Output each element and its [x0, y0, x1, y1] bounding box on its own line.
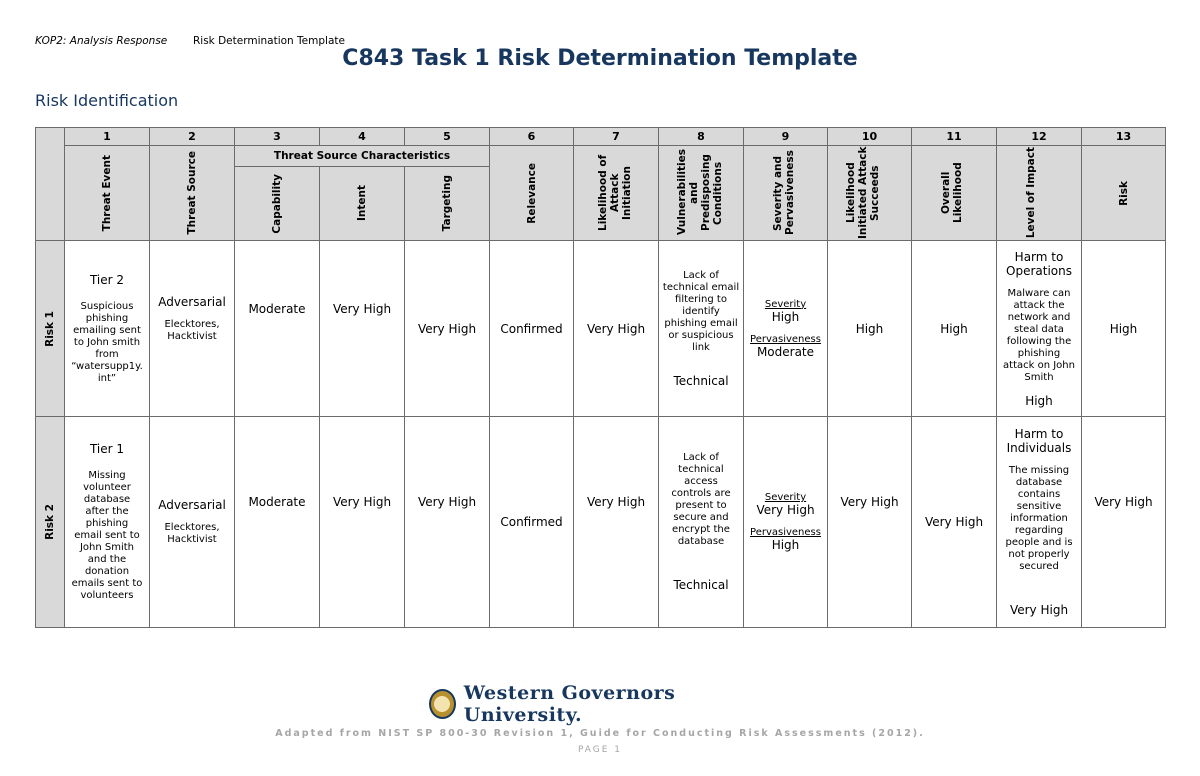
col-number: 9	[744, 128, 828, 146]
pervasiveness-value: High	[771, 538, 800, 552]
impact-title: Harm to Individuals	[1006, 427, 1072, 455]
vulnerability-cell	[659, 417, 744, 628]
col-number: 10	[828, 128, 912, 146]
likelihood-initiation-value: Very High	[586, 321, 646, 336]
university-seal-icon	[429, 689, 456, 719]
col-number: 7	[574, 128, 659, 146]
vulnerability-cell	[659, 241, 744, 417]
impact-level: High	[1025, 393, 1053, 408]
capability-cell	[235, 417, 320, 628]
col-number: 6	[490, 128, 574, 146]
risk-value: Very High	[1094, 495, 1153, 509]
col-number: 2	[150, 128, 235, 146]
vulnerability-text: Lack of technical access controls are present to secure and encrypt the database	[671, 452, 731, 547]
column-number-row	[36, 128, 1166, 146]
header-threat-source: Threat Source	[186, 151, 198, 235]
header-relevance: Relevance	[525, 162, 538, 224]
intent-cell	[320, 241, 405, 417]
university-logo	[429, 682, 759, 726]
header-risk: Risk	[1117, 180, 1130, 206]
header-intent: Intent	[356, 185, 368, 222]
threat-source-detail: Elecktores, Hacktivist	[164, 522, 220, 545]
header-row	[36, 146, 1166, 167]
likelihood-succeeds-value: Very High	[840, 495, 899, 509]
header-level-of-impact: Level of Impact	[1025, 147, 1037, 239]
likelihood-initiation-cell	[574, 417, 659, 628]
impact-title: Harm to Operations	[1006, 249, 1072, 278]
threat-source-type: Adversarial	[158, 498, 226, 512]
capability-value: Moderate	[248, 301, 306, 316]
col-number: 5	[405, 128, 490, 146]
relevance-value: Confirmed	[500, 515, 563, 529]
row-label: Risk 2	[44, 504, 56, 540]
col-number: 3	[235, 128, 320, 146]
tier-label: Tier 1	[89, 442, 125, 456]
risk-cell	[1082, 417, 1166, 628]
threat-event-text: Missing volunteer database after the phishing email sent to John Smith and the donation emails sent to volunteers	[71, 470, 143, 601]
relevance-cell	[490, 241, 574, 417]
intent-value: Very High	[332, 495, 392, 509]
severity-cell	[744, 417, 828, 628]
page-number: PAGE 1	[577, 745, 623, 755]
table-row	[36, 417, 1166, 628]
targeting-value: Very High	[417, 495, 477, 509]
impact-cell	[997, 417, 1082, 628]
severity-label: Severity	[764, 492, 807, 503]
section-subtitle: Risk Identification	[35, 91, 179, 110]
likelihood-succeeds-cell	[828, 241, 912, 417]
severity-value: High	[771, 309, 800, 324]
header-likelihood-succeeds: Likelihood Initiated Attack Succeeds	[844, 146, 881, 240]
header-overall-likelihood: Overall Likelihood	[940, 162, 964, 224]
pervasiveness-value: Moderate	[756, 344, 815, 359]
impact-cell	[997, 241, 1082, 417]
threat-source-cell	[150, 417, 235, 628]
col-number: 13	[1082, 128, 1166, 146]
relevance-cell	[490, 417, 574, 628]
table-row	[36, 241, 1166, 417]
likelihood-initiation-cell	[574, 241, 659, 417]
vulnerability-type: Technical	[673, 578, 729, 592]
col-number: 11	[912, 128, 997, 146]
header-targeting: Targeting	[441, 175, 453, 232]
capability-cell	[235, 241, 320, 417]
likelihood-succeeds-cell	[828, 417, 912, 628]
pervasiveness-label: Pervasiveness	[750, 527, 821, 538]
likelihood-succeeds-value: High	[855, 321, 884, 336]
col-number: 1	[65, 128, 150, 146]
impact-text: Malware can attack the network and steal data following the phishing attack on John Smith	[1003, 287, 1075, 383]
header-vulnerabilities: Vulnerabilities and Predisposing Conditions	[676, 149, 724, 235]
col-number: 12	[997, 128, 1082, 146]
footer-citation: Adapted from NIST SP 800-30 Revision 1, Guide for Conducting Risk Assessments (2012).	[275, 728, 925, 739]
targeting-cell	[405, 241, 490, 417]
header-doc-name: Risk Determination Template	[193, 35, 345, 47]
vulnerability-text: Lack of technical email filtering to identify phishing email or suspicious link	[662, 269, 740, 353]
overall-likelihood-value: High	[940, 321, 968, 336]
corner-cell	[36, 128, 65, 241]
header-likelihood-initiation: Likelihood of Attack Initiation	[597, 154, 633, 232]
severity-value: Very High	[756, 503, 815, 517]
overall-likelihood-value: Very High	[924, 515, 984, 529]
threat-source-detail: Elecktores, Hacktivist	[164, 318, 220, 342]
intent-cell	[320, 417, 405, 628]
pervasiveness-label: Pervasiveness	[750, 333, 821, 345]
severity-cell	[744, 241, 828, 417]
university-name: Western Governors University.	[463, 682, 676, 726]
risk-value: High	[1109, 321, 1138, 336]
likelihood-initiation-value: Very High	[586, 495, 646, 509]
header-threat-event: Threat Event	[101, 154, 113, 232]
targeting-cell	[405, 417, 490, 628]
page-title: C843 Task 1 Risk Determination Template	[342, 46, 858, 71]
impact-text: The missing database contains sensitive information regarding people and is not properly secured	[1005, 465, 1073, 572]
threat-event-text: Suspicious phishing emailing sent to John smith from “watersupp1y. int”	[71, 300, 143, 384]
tier-label: Tier 2	[89, 272, 125, 287]
header-doc-code: KOP2: Analysis Response	[35, 35, 168, 47]
col-number: 8	[659, 128, 744, 146]
overall-likelihood-cell	[912, 417, 997, 628]
severity-label: Severity	[764, 298, 807, 310]
threat-source-type: Adversarial	[158, 294, 226, 309]
relevance-value: Confirmed	[500, 321, 563, 336]
targeting-value: Very High	[417, 321, 477, 336]
vulnerability-type: Technical	[673, 373, 729, 388]
risk-table	[35, 127, 1166, 628]
col-number: 4	[320, 128, 405, 146]
impact-level: Very High	[1009, 603, 1069, 617]
header-threat-source-characteristics: Threat Source Characteristics	[235, 146, 490, 167]
threat-event-cell	[65, 417, 150, 628]
threat-event-cell	[65, 241, 150, 417]
overall-likelihood-cell	[912, 241, 997, 417]
risk-cell	[1082, 241, 1166, 417]
header-severity-pervasiveness: Severity and Pervasiveness	[771, 150, 796, 235]
intent-value: Very High	[332, 301, 392, 316]
row-label: Risk 1	[44, 310, 56, 347]
threat-source-cell	[150, 241, 235, 417]
capability-value: Moderate	[248, 495, 306, 509]
header-capability: Capability	[271, 173, 283, 234]
